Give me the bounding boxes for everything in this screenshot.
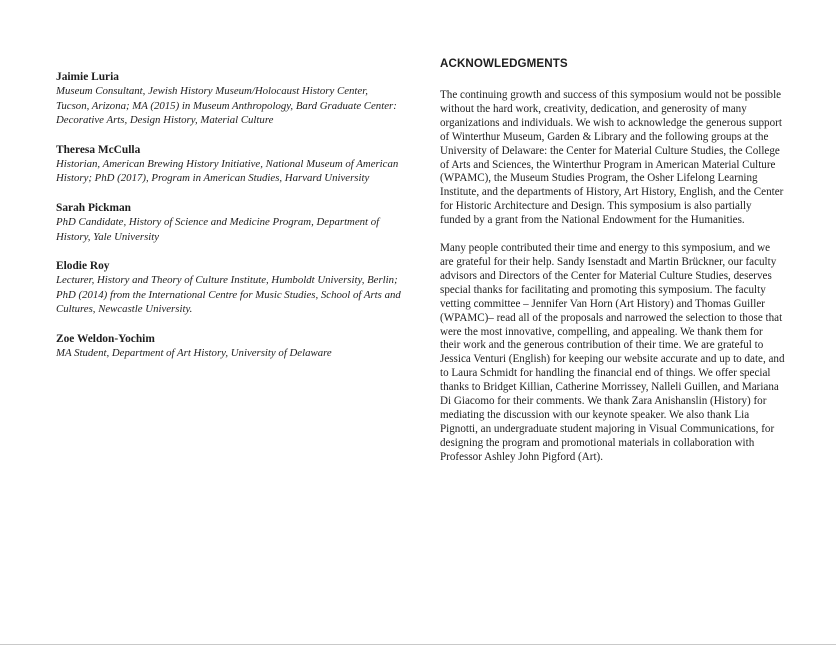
acknowledgments-paragraph: The continuing growth and success of this symposium would not be possible without the hard work, creativity, dedication, and generosity of many organizations and individuals. We wish to acknowledge the generous support of Winterthur Museum, Garden & Library and the following groups at the University of Delaware: the Center for Material Culture Studies, the College of Arts and Sciences, the Winterthur Program in American Material Culture (WPAMC), the Museum Studies Program, the Osher Lifelong Learning Institute, and the departments of History, Art History, English, and the Center for Historic Architecture and Design. This symposium is also partially funded by a grant from the National Endowment for the Humanities. (440, 89, 784, 227)
contributor-entry (56, 259, 401, 317)
contributor-description: Museum Consultant, Jewish History Museum/Holocaust History Center, Tucson, Arizona; MA (2015) in Museum Anthropology, Bard Graduate Center: Decorative Arts, Design History, Material Culture (56, 85, 397, 127)
contributor-name: Sarah Pickman (56, 201, 131, 214)
contributor-description: Lecturer, History and Theory of Culture Institute, Humboldt University, Berlin; PhD (2014) from the International Centre for Music Studies, School of Arts and Cultures, Newcastle University. (56, 274, 401, 316)
contributor-entry (56, 143, 401, 186)
contributors-list (56, 70, 401, 376)
contributor-description: MA Student, Department of Art History, University of Delaware (56, 346, 332, 359)
contributor-description: Historian, American Brewing History Initiative, National Museum of American History; PhD (2017), Program in American Studies, Harvard University (56, 157, 399, 185)
contributor-name: Elodie Roy (56, 260, 110, 273)
contributor-entry (56, 201, 401, 244)
page-divider (0, 644, 836, 645)
contributor-name: Jaimie Luria (56, 71, 119, 83)
acknowledgments-heading: ACKNOWLEDGMENTS (440, 57, 568, 70)
contributor-name: Zoe Weldon-Yochim (56, 332, 155, 345)
contributor-description: PhD Candidate, History of Science and Medicine Program, Department of History, Yale University (56, 215, 380, 243)
acknowledgments-section (440, 57, 785, 479)
contributor-name: Theresa McCulla (56, 143, 141, 156)
contributor-entry (56, 332, 401, 361)
acknowledgments-paragraph: Many people contributed their time and energy to this symposium, and we are grateful for their help. Sandy Isenstadt and Martin Brückner, our faculty advisors and Directors of the Center for Material Culture Studies, deserves special thanks for facilitating and promoting this symposium. The faculty vetting committee – Jennifer Van Horn (Art History) and Thomas Guiller (WPAMC)– read all of the proposals and narrowed the selection to those that were the most innovative, compelling, and appealing. We thank them for their work and the generous contribution of their time. We are grateful to Jessica Venturi (English) for keeping our website accurate and up to date, and to Laura Schmidt for handling the financial end of things. We offer special thanks to Bridget Killian, Catherine Morrissey, Nalleli Guillen, and Mariana Di Giacomo for their comments. We thank Zara Anishanslin (History) for mediating the discussion with our keynote speaker. We also thank Lia Pignotti, an undergraduate student majoring in Visual Communications, for designing the program and promotional materials in collaboration with Professor Ashley John Pigford (Art). (440, 242, 785, 463)
contributor-entry (56, 70, 401, 128)
